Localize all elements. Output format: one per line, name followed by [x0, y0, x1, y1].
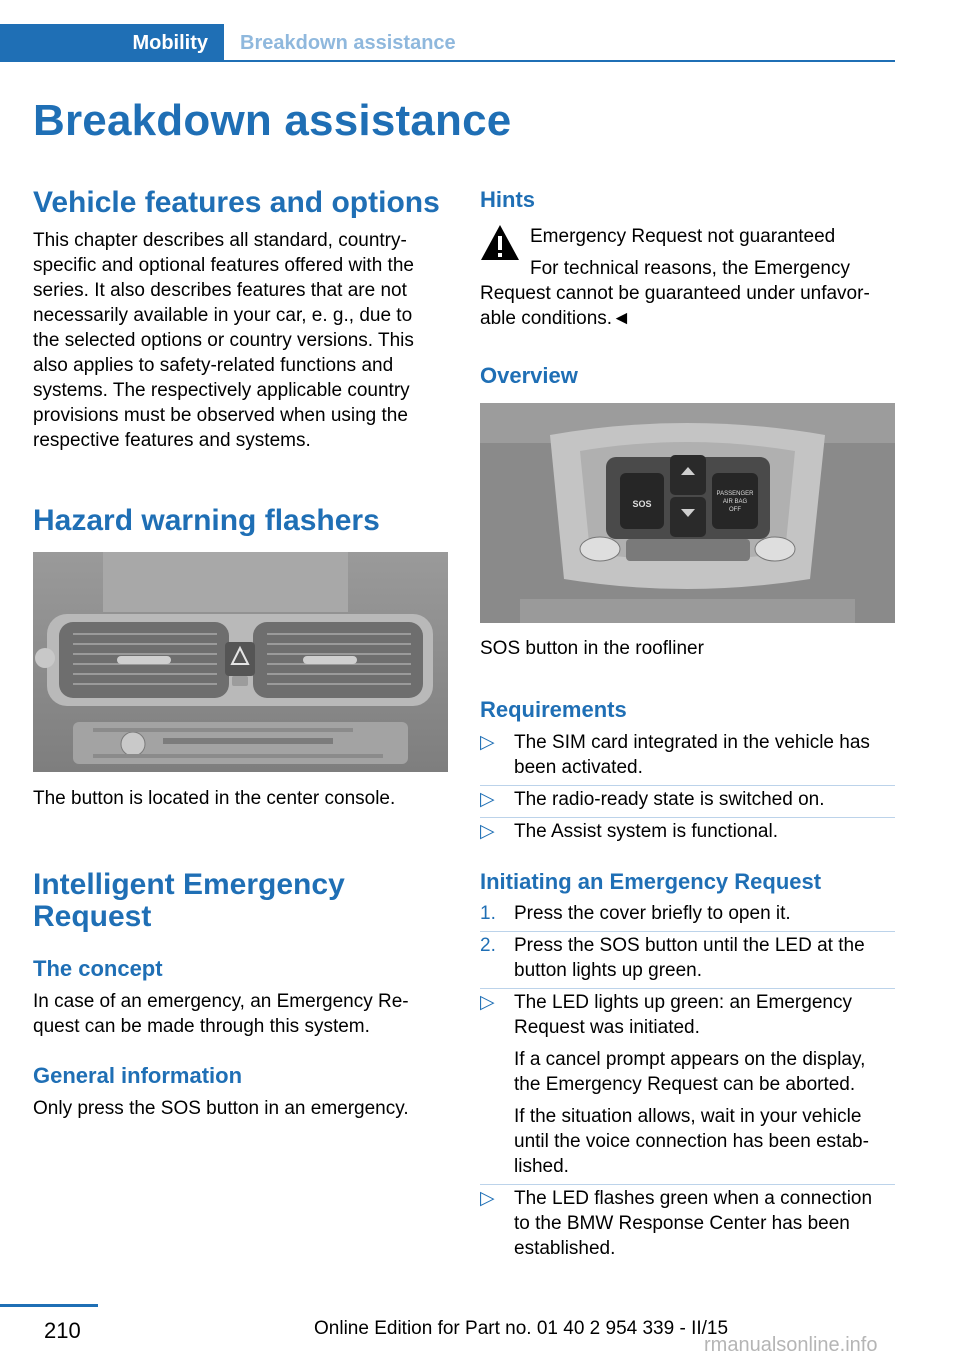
- concept-body: [33, 989, 409, 1039]
- triangle-bullet-icon: ▷: [480, 1188, 495, 1209]
- body-line: systems. The respectively applicable country: [33, 380, 410, 401]
- list-text: The SIM card integrated in the vehicle has: [514, 732, 870, 753]
- warning-title: Emergency Request not guaranteed: [530, 226, 836, 247]
- list-item: [480, 1186, 895, 1261]
- passenger-airbag-label: PASSENGER: [716, 491, 754, 497]
- list-item: [480, 990, 895, 1179]
- emergency-heading-line: Request: [33, 900, 152, 933]
- list-text: Request was initiated.: [514, 1017, 700, 1038]
- initiating-heading: Initiating an Emergency Request: [480, 869, 822, 894]
- concept-heading: The concept: [33, 956, 163, 981]
- list-text: Press the SOS button until the LED at the: [514, 935, 865, 956]
- list-text: The radio-ready state is switched on.: [514, 789, 825, 810]
- triangle-bullet-icon: ▷: [480, 732, 495, 753]
- body-line: specific and optional features offered with the: [33, 255, 414, 276]
- body-line: provisions must be observed when using the: [33, 405, 408, 426]
- edition-note: Online Edition for Part no. 01 40 2 954 339 - II/15: [314, 1318, 729, 1339]
- body-line: This chapter describes all standard, country-: [33, 230, 407, 251]
- list-divider: [480, 931, 895, 932]
- vehicle-features-body: [33, 228, 448, 453]
- list-text: If the situation allows, wait in your vehicle: [514, 1106, 862, 1127]
- hazard-caption: The button is located in the center console.: [33, 788, 396, 809]
- list-item: [480, 819, 895, 844]
- requirements-heading: Requirements: [480, 697, 627, 722]
- list-item: [480, 730, 895, 780]
- body-line: quest can be made through this system.: [33, 1016, 370, 1037]
- emergency-heading: [33, 868, 345, 934]
- body-line: In case of an emergency, an Emergency Re-: [33, 991, 409, 1012]
- body-line: series. It also describes features that are not: [33, 280, 407, 301]
- body-line: respective features and systems.: [33, 430, 311, 451]
- vehicle-features-section: [33, 186, 448, 453]
- warning-line: Request cannot be guaranteed under unfavor-: [480, 283, 870, 304]
- step-number: 1.: [480, 903, 496, 924]
- list-divider: [480, 785, 895, 786]
- body-line: necessarily available in your car, e. g., due to: [33, 305, 413, 326]
- body-line: also applies to safety-related functions and: [33, 355, 394, 376]
- step-number: 2.: [480, 935, 496, 956]
- overview-caption: SOS button in the roofliner: [480, 638, 704, 659]
- footer-rule: [0, 1304, 98, 1307]
- list-text: lished.: [514, 1156, 569, 1177]
- overview-heading: Overview: [480, 363, 578, 388]
- page-number: 210: [44, 1318, 81, 1343]
- passenger-airbag-label: AIR BAG: [722, 499, 748, 505]
- warning-line: For technical reasons, the Emergency: [530, 258, 850, 279]
- vehicle-features-heading: Vehicle features and options: [33, 186, 440, 219]
- header-chapter-tab: Breakdown assistance: [240, 31, 456, 54]
- center-console-illustration: [33, 552, 448, 772]
- emergency-heading-line: Intelligent Emergency: [33, 868, 345, 901]
- list-text: button lights up green.: [514, 960, 703, 981]
- list-text: to the BMW Response Center has been: [514, 1213, 850, 1234]
- list-item: [480, 901, 895, 926]
- list-divider: [480, 1184, 895, 1185]
- list-text: the Emergency Request can be aborted.: [514, 1074, 856, 1095]
- roofliner-figure: [480, 403, 895, 623]
- passenger-airbag-label: OFF: [729, 507, 741, 513]
- list-text: until the voice connection has been estab-: [514, 1131, 869, 1152]
- triangle-bullet-icon: ▷: [480, 821, 495, 842]
- list-item: [480, 933, 895, 983]
- watermark: rmanualsonline.info: [704, 1334, 878, 1356]
- list-text: The LED flashes green when a connection: [514, 1188, 873, 1209]
- body-line: the selected options or country versions. This: [33, 330, 414, 351]
- list-text: Press the cover briefly to open it.: [514, 903, 791, 924]
- list-text: been activated.: [514, 757, 643, 778]
- hazard-heading: Hazard warning flashers: [33, 504, 380, 537]
- triangle-bullet-icon: ▷: [480, 789, 495, 810]
- warning-triangle-icon: [480, 224, 520, 268]
- triangle-bullet-icon: ▷: [480, 992, 495, 1013]
- general-info-text: Only press the SOS button in an emergency.: [33, 1098, 409, 1119]
- hints-heading: Hints: [480, 187, 535, 212]
- list-item: [480, 787, 895, 812]
- header-rule: [224, 60, 895, 62]
- roofliner-illustration: [480, 403, 895, 623]
- warning-line: able conditions.◄: [480, 308, 631, 329]
- list-text: If a cancel prompt appears on the display,: [514, 1049, 866, 1070]
- page-title: Breakdown assistance: [33, 96, 512, 145]
- list-divider: [480, 817, 895, 818]
- center-console-figure: [33, 552, 448, 772]
- general-info-heading: General information: [33, 1063, 243, 1088]
- sos-button-label: SOS: [632, 499, 652, 509]
- list-text: The Assist system is functional.: [514, 821, 778, 842]
- list-text: The LED lights up green: an Emergency: [514, 992, 852, 1013]
- list-text: established.: [514, 1238, 616, 1259]
- header-section-tab: Mobility: [0, 24, 224, 62]
- list-divider: [480, 988, 895, 989]
